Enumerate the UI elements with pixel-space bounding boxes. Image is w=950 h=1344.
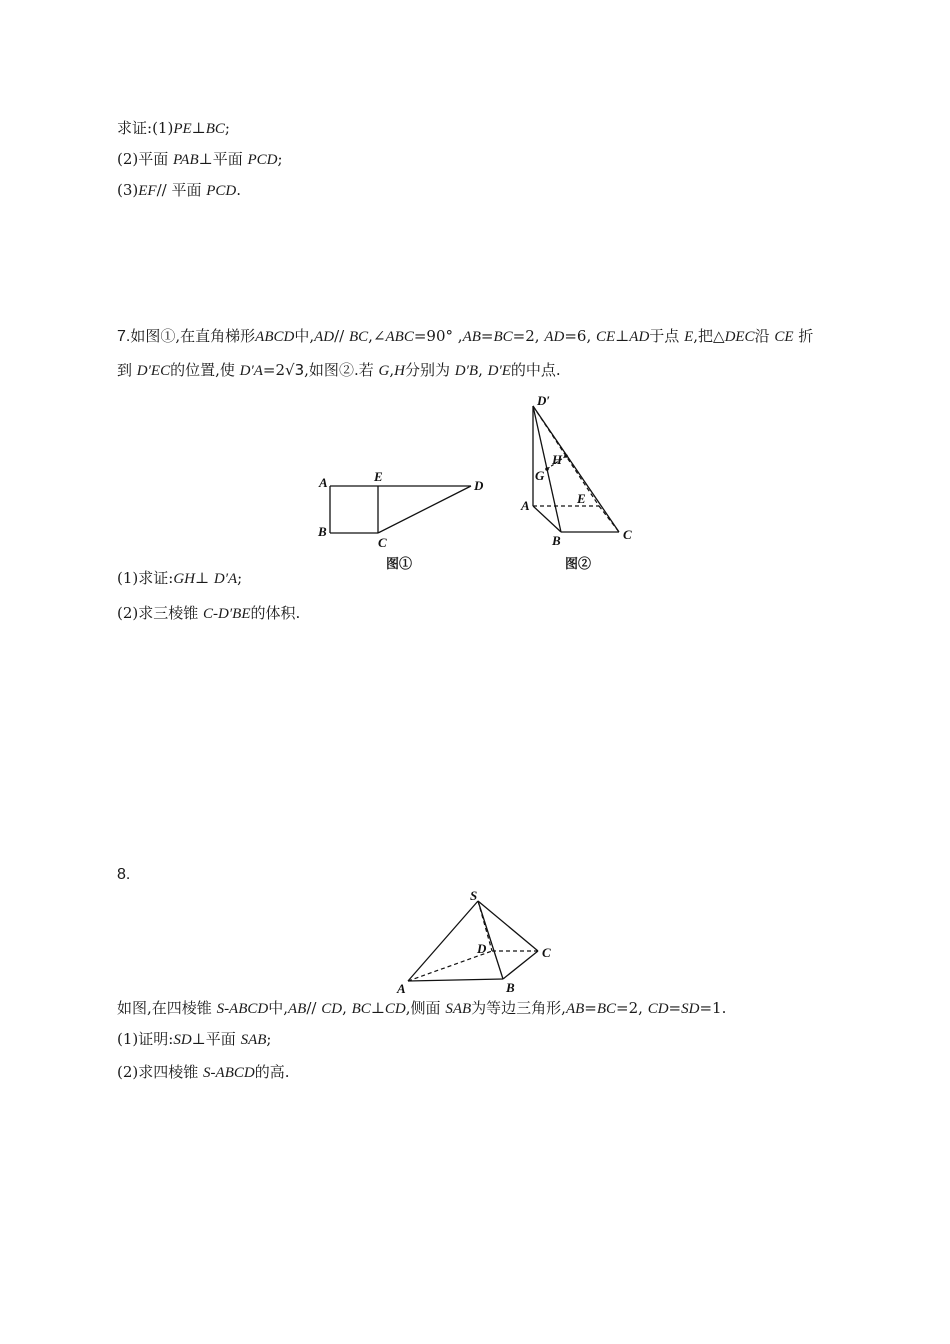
q6-part1-b: BC: [205, 121, 225, 137]
q6-part2-b: PCD: [247, 152, 278, 168]
q8-edge-SC: [478, 901, 538, 951]
q6-part2-a: PAB: [173, 152, 199, 168]
q7-var: AD: [544, 329, 565, 345]
q8-var: BC: [351, 1001, 371, 1017]
q7-var: D′B: [454, 363, 479, 379]
q8-var: SAB: [445, 1001, 472, 1017]
q7-var: D′EC: [136, 363, 171, 379]
q7-text: ,: [457, 327, 463, 345]
q7-text: 到: [117, 361, 133, 379]
q8-part1-a: SD: [173, 1032, 192, 1048]
q7-text: 如图: [130, 327, 161, 345]
fig2-point-H: [564, 454, 568, 458]
q8-label-B: B: [506, 980, 515, 995]
q7-part2-text: 求三棱锥: [138, 604, 199, 622]
fig2-label-D: D′: [537, 393, 551, 408]
q7-var: E: [684, 329, 694, 345]
q8-part2-num: (2): [117, 1063, 139, 1081]
q8-edge-SB: [478, 901, 503, 979]
q8-edge-AB: [408, 979, 503, 981]
q8-number-line: [117, 864, 130, 885]
q6-part3-a: EF: [138, 183, 157, 199]
q7-part1-a: GH: [173, 571, 195, 587]
q8-symbol: //: [306, 999, 317, 1017]
fig1-label-E: E: [374, 469, 383, 484]
q7-text: ,把△: [693, 327, 725, 345]
q8-text: ,: [342, 999, 347, 1017]
q8-var: AB: [288, 1001, 307, 1017]
q7-part2-a: C-D′BE: [203, 606, 251, 622]
q8-part2-text: 求四棱锥: [138, 1063, 199, 1081]
fig2-label-H: H: [552, 452, 563, 467]
q8-label-A: A: [397, 981, 406, 996]
q8-symbol: ⊥: [370, 999, 385, 1017]
q8-part1-num: (1): [117, 1030, 139, 1048]
fig2-label-A: A: [521, 498, 530, 513]
q7-text: ,在直角梯形: [175, 327, 256, 345]
fig1-label-C: C: [378, 535, 387, 550]
q6-part1-end: ;: [224, 119, 230, 137]
q7-text: ,如图: [304, 361, 339, 379]
q7-text: 分别为: [404, 361, 450, 379]
q7-figure-1: [310, 465, 490, 550]
q6-proof-label: 求证:: [117, 119, 153, 137]
q7-text: 折: [798, 327, 814, 345]
q7-text: ,: [389, 361, 395, 379]
q8-text: =: [668, 999, 682, 1017]
q8-text: =2,: [616, 999, 643, 1017]
q7-part1: [117, 568, 242, 589]
q7-text: ,: [478, 361, 483, 379]
q7-var: BC: [349, 329, 369, 345]
q7-part1-text: 求证:: [138, 569, 174, 587]
q6-part3-rel: //: [156, 181, 167, 199]
q7-text: 的中点.: [510, 361, 561, 379]
q7-part2-num: (2): [117, 604, 139, 622]
q6-part3-end: .: [236, 181, 242, 199]
q8-text: ,侧面: [405, 999, 441, 1017]
q7-part1-end: ;: [237, 569, 243, 587]
q6-part2-plane2: 平面: [212, 150, 243, 168]
q6-part2-num: (2): [117, 150, 139, 168]
q8-edge-BC: [503, 951, 538, 979]
q8-part2: [117, 1062, 290, 1083]
q7-fig-ref-2: ②: [338, 361, 354, 379]
fig2-label-C: C: [623, 527, 632, 542]
q7-var: D′E: [487, 363, 511, 379]
q7-figure-1-caption: 图①: [386, 556, 413, 571]
q7-var: CE: [774, 329, 794, 345]
q7-part2: [117, 603, 300, 624]
q7-var: AB: [462, 329, 481, 345]
q6-proof-line-3: [117, 180, 241, 201]
fig1-edge-CD: [378, 486, 471, 533]
q7-part1-b: D′A: [213, 571, 238, 587]
fig2-point-G: [545, 467, 549, 471]
q8-part1-end: ;: [266, 1030, 272, 1048]
q7-stem-line-1: [117, 326, 813, 347]
fig2-label-E: E: [577, 491, 586, 506]
q7-figure-2-caption: 图②: [565, 556, 592, 571]
q6-part3-plane: 平面: [171, 181, 202, 199]
q8-text: 为等边三角形,: [471, 999, 566, 1017]
q8-stem: [117, 998, 726, 1019]
q7-var: ABCD: [255, 329, 295, 345]
q8-var: SD: [681, 1001, 700, 1017]
q7-var: H: [394, 363, 405, 379]
q8-part1-plane: 平面: [205, 1030, 236, 1048]
q8-var: S-ABCD: [216, 1001, 269, 1017]
q8-part1-text: 证明:: [138, 1030, 174, 1048]
q7-text: 沿: [754, 327, 770, 345]
q8-part1-rel: ⊥: [191, 1030, 206, 1048]
q8-figure: [390, 885, 560, 1000]
q7-symbol: //: [334, 327, 345, 345]
q8-var: CD: [321, 1001, 343, 1017]
q8-var: CD: [384, 1001, 406, 1017]
q6-part1-rel: ⊥: [191, 119, 206, 137]
q7-text: =2,: [512, 327, 540, 345]
q8-part1: [117, 1029, 271, 1050]
q7-part1-num: (1): [117, 569, 139, 587]
fig1-label-B: B: [318, 524, 327, 539]
q8-label-S: S: [470, 888, 478, 903]
q7-figure-2: [515, 392, 645, 547]
q7-text: =: [480, 327, 494, 345]
q7-symbol: ⊥: [615, 327, 630, 345]
q7-var: D′A: [239, 363, 263, 379]
q7-stem-line-2: [117, 360, 561, 381]
fig2-label-G: G: [535, 468, 545, 483]
q7-text: ,∠: [368, 327, 386, 345]
fig2-edge-AB: [533, 506, 561, 532]
q7-text: 于点: [649, 327, 680, 345]
q8-var: BC: [596, 1001, 617, 1017]
q7-var: BC: [493, 329, 513, 345]
q8-label-D: D: [477, 941, 487, 956]
q8-part2-a: S-ABCD: [203, 1065, 255, 1081]
q6-part2-rel: ⊥: [198, 150, 213, 168]
q6-part1-a: PE: [173, 121, 192, 137]
fig1-label-A: A: [319, 475, 328, 490]
q7-text: 的位置,使: [170, 361, 235, 379]
q6-part1-num: (1): [152, 119, 174, 137]
sqrt3-radical: √3: [285, 361, 305, 379]
q8-number: 8.: [117, 866, 131, 883]
q8-var: AB: [565, 1001, 585, 1017]
q7-text: =6,: [564, 327, 592, 345]
q6-part2-end: ;: [277, 150, 283, 168]
q7-var: G: [378, 363, 390, 379]
q7-var: AD: [629, 329, 650, 345]
q7-part2-text: 的体积.: [250, 604, 301, 622]
q6-proof-line-2: [117, 149, 283, 170]
q7-var: CE: [596, 329, 616, 345]
q8-part1-b: SAB: [240, 1032, 267, 1048]
q8-part2-text: 的高.: [254, 1063, 290, 1081]
q8-text: =: [584, 999, 597, 1017]
q6-part3-b: PCD: [206, 183, 237, 199]
q7-text: =90°: [413, 327, 454, 345]
q7-text: .若: [353, 361, 374, 379]
q6-part3-num: (3): [117, 181, 139, 199]
q7-fig-ref-1: ①: [160, 327, 176, 345]
q7-text: =2: [262, 361, 286, 379]
q8-text: =1.: [699, 999, 727, 1017]
q7-number: 7.: [117, 328, 131, 345]
q8-text: 如图,在四棱锥: [117, 999, 212, 1017]
q7-text: 中,: [294, 327, 315, 345]
q6-proof-line-1: [117, 118, 230, 139]
fig1-label-D: D: [474, 478, 484, 493]
q8-var: CD: [647, 1001, 669, 1017]
q8-text: 中,: [268, 999, 289, 1017]
q6-part2-plane1: 平面: [138, 150, 169, 168]
q8-label-C: C: [542, 945, 551, 960]
q7-var: AD: [314, 329, 335, 345]
fig2-label-B: B: [552, 533, 561, 547]
q7-var: ABC: [385, 329, 414, 345]
q7-part1-rel: ⊥: [194, 569, 210, 587]
q7-var: DEC: [724, 329, 755, 345]
